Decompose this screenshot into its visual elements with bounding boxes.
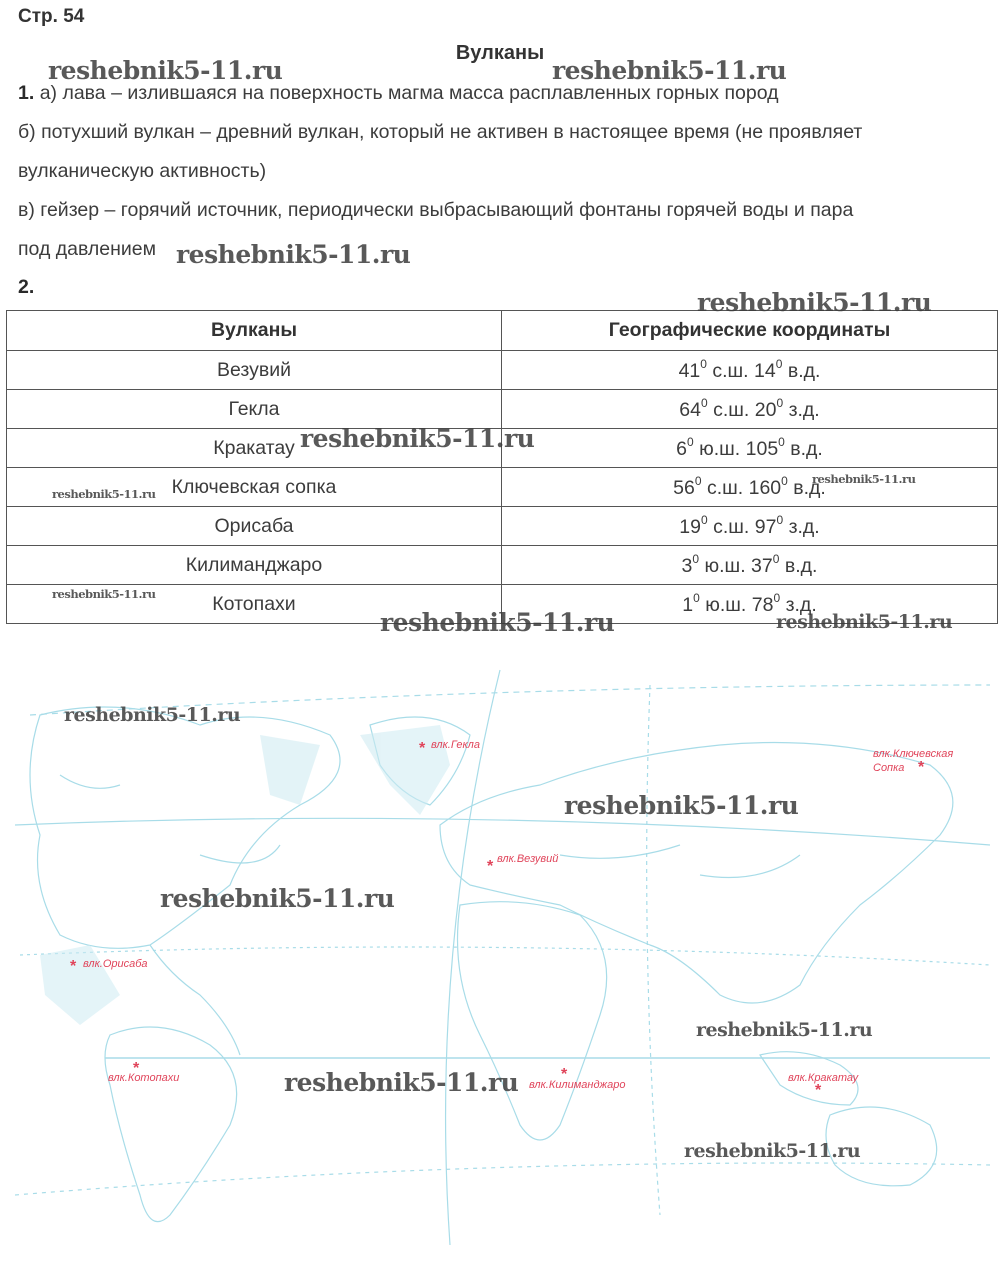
task2-number-line — [18, 276, 34, 299]
watermark: reshebnik5-11.ru — [300, 424, 535, 453]
coord-lat-h: ю.ш. — [699, 438, 741, 460]
coord-lat-h: с.ш. — [712, 360, 749, 382]
page-number: Стр. 54 — [18, 6, 85, 27]
volcano-name-cell: Орисаба — [7, 507, 502, 546]
kilimanjaro-star: * — [561, 1066, 568, 1083]
task1-b-line2: вулканическую активность) — [18, 160, 267, 182]
degree-mark: 0 — [772, 552, 780, 566]
coord-lon-h: з.д. — [788, 399, 820, 421]
task1-c-line2: под давлением — [18, 238, 157, 260]
kluch-star: * — [918, 759, 925, 776]
coord-lat-h: с.ш. — [713, 516, 750, 538]
hekla-star: * — [419, 740, 426, 757]
volcano-name-cell: Килиманджаро — [7, 546, 502, 585]
watermark: reshebnik5-11.ru — [697, 288, 932, 317]
coord-lat-h: ю.ш. — [704, 555, 746, 577]
coord-lat: 19 — [679, 516, 701, 538]
coordinates-cell — [502, 507, 998, 546]
degree-mark: 0 — [776, 513, 784, 527]
col-header-volcano: Вулканы — [7, 311, 502, 351]
degree-mark: 0 — [778, 435, 785, 449]
kluch-label-2: Сопка — [873, 762, 905, 774]
coordinates-cell — [502, 351, 998, 390]
page-title: Вулканы — [455, 42, 545, 64]
orizaba-label: влк.Орисаба — [83, 958, 148, 970]
coord-lat-h: ю.ш. — [705, 594, 747, 616]
vesuvius-label: влк.Везувий — [497, 853, 559, 865]
table-row — [7, 546, 998, 585]
coord-lon: 78 — [751, 594, 774, 616]
coordinates-cell — [502, 429, 998, 468]
coord-lat-h: с.ш. — [706, 477, 744, 499]
table-row — [7, 468, 998, 507]
watermark: reshebnik5-11.ru — [776, 611, 953, 633]
volcano-table-body — [7, 351, 998, 624]
watermark: reshebnik5-11.ru — [284, 1068, 519, 1097]
coord-lon: 20 — [754, 399, 777, 421]
coord-lon: 105 — [745, 438, 779, 460]
watermark: reshebnik5-11.ru — [380, 608, 615, 637]
map-shading — [40, 725, 450, 1025]
coord-lon-h: в.д. — [793, 477, 826, 499]
watermark: reshebnik5-11.ru — [48, 56, 283, 85]
watermark: reshebnik5-11.ru — [176, 240, 411, 269]
degree-mark: 0 — [776, 396, 784, 410]
coord-lat: 6 — [676, 438, 687, 460]
coord-lon: 37 — [751, 555, 773, 577]
watermark: reshebnik5-11.ru — [696, 1019, 873, 1041]
map-outlines — [15, 670, 990, 1245]
degree-mark: 0 — [692, 552, 700, 566]
degree-mark: 0 — [700, 513, 708, 527]
cotopaxi-star: * — [133, 1060, 140, 1077]
krakatau-star: * — [815, 1082, 822, 1099]
watermark: reshebnik5-11.ru — [564, 791, 799, 820]
coord-lon-h: в.д. — [784, 555, 818, 577]
task1-b-line1: б) потухший вулкан – древний вулкан, который не активен в настоящее время (не проявляет — [18, 121, 863, 143]
krakatau-label: влк.Кракатау — [788, 1072, 859, 1084]
volcano-name-cell: Ключевская сопка — [7, 468, 502, 507]
cotopaxi-label: влк.Котопахи — [108, 1072, 180, 1084]
coord-lat: 41 — [678, 360, 701, 382]
vesuvius-star: * — [487, 858, 494, 875]
volcano-name-cell: Гекла — [7, 390, 502, 429]
kilimanjaro-label: влк.Килиманджаро — [529, 1079, 626, 1091]
table-row — [7, 585, 998, 624]
coord-lon-h: в.д. — [787, 360, 821, 382]
coordinates-cell — [502, 468, 998, 507]
task1-c-line1: в) гейзер – горячий источник, периодически выбрасывающий фонтаны горячей воды и пара — [18, 199, 854, 221]
hekla-label: влк.Гекла — [431, 739, 480, 751]
degree-mark: 0 — [781, 474, 788, 488]
table-row — [7, 507, 998, 546]
coordinates-cell — [502, 546, 998, 585]
table-row — [7, 390, 998, 429]
coordinates-cell — [502, 390, 998, 429]
degree-mark: 0 — [693, 591, 700, 605]
watermark: reshebnik5-11.ru — [552, 56, 787, 85]
coord-lon-h: з.д. — [788, 516, 820, 538]
task1-line-a — [18, 82, 779, 105]
col-header-coords: Географические координаты — [502, 311, 998, 351]
degree-mark: 0 — [694, 474, 702, 488]
coord-lon-h: в.д. — [790, 438, 823, 460]
volcano-markers — [70, 739, 953, 1099]
coord-lon: 14 — [754, 360, 776, 382]
table-row — [7, 429, 998, 468]
degree-mark: 0 — [773, 591, 781, 605]
coord-lon-h: з.д. — [785, 594, 817, 616]
watermark: reshebnik5-11.ru — [684, 1140, 861, 1162]
coord-lon: 160 — [748, 477, 782, 499]
degree-mark: 0 — [700, 396, 708, 410]
kluch-label-1: влк.Ключевская — [873, 748, 954, 760]
watermark: reshebnik5-11.ru — [64, 704, 241, 726]
degree-mark: 0 — [700, 357, 707, 371]
coord-lon: 97 — [754, 516, 777, 538]
coord-lat: 3 — [681, 555, 693, 577]
degree-mark: 0 — [686, 435, 694, 449]
volcano-name-cell: Кракатау — [7, 429, 502, 468]
table-row — [7, 351, 998, 390]
coord-lat: 56 — [673, 477, 695, 499]
volcano-table — [6, 310, 998, 624]
watermark: reshebnik5-11.ru — [160, 884, 395, 913]
watermark: reshebnik5-11.ru — [812, 472, 916, 486]
orizaba-star: * — [70, 958, 77, 975]
coord-lat: 1 — [682, 594, 694, 616]
coord-lat-h: с.ш. — [713, 399, 750, 421]
degree-mark: 0 — [775, 357, 783, 371]
coord-lat: 64 — [679, 399, 701, 421]
task2-number: 2. — [18, 276, 35, 298]
task1-number: 1. — [18, 82, 35, 104]
world-map — [0, 655, 1000, 1255]
volcano-name-cell: Везувий — [7, 351, 502, 390]
table-header-row — [7, 311, 998, 351]
watermark: reshebnik5-11.ru — [52, 587, 156, 601]
volcano-name-cell: Котопахи — [7, 585, 502, 624]
watermark: reshebnik5-11.ru — [52, 487, 156, 501]
task1-a-text: а) лава – излившаяся на поверхность магма масса расплавленных горных пород — [39, 82, 779, 104]
coordinates-cell — [502, 585, 998, 624]
